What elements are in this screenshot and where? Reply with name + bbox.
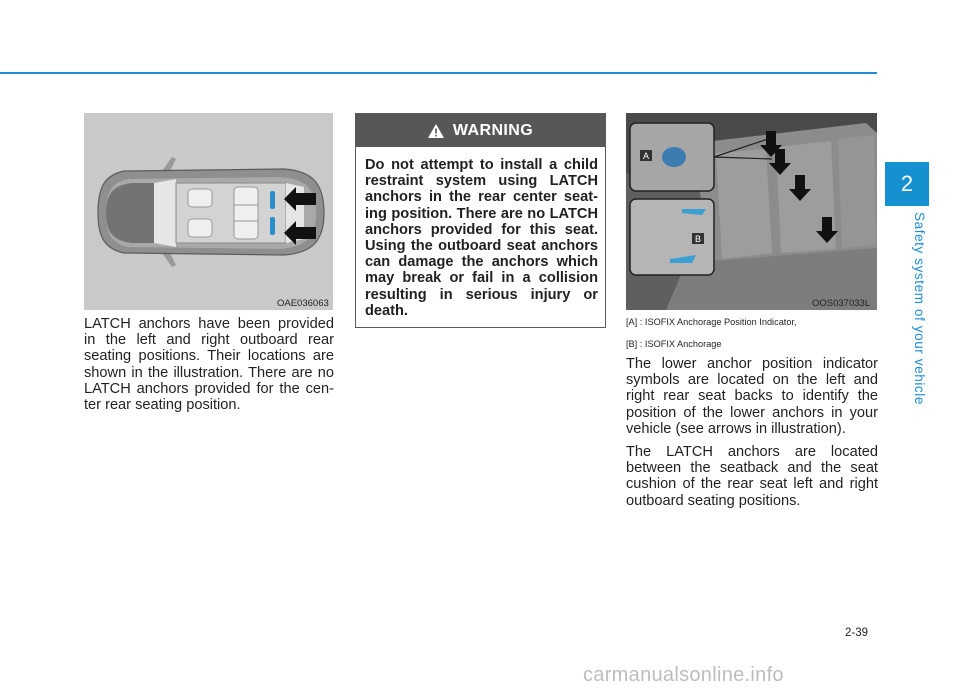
header-rule <box>0 72 877 74</box>
left-paragraph: LATCH anchors have been provided in the left and right outboard rear seating positions. Their locations are shown in the illustration. There are no LATCH anchors provided for the cen-ter rear seating position. <box>84 316 334 414</box>
right-paragraph-1: The lower anchor position indicator symbols are located on the left and right rear seat backs to identify the position of the lower anchors in your vehicle (see arrows in illustration). <box>626 356 878 437</box>
right-paragraph-2: The LATCH anchors are located between the seatback and the seat cushion of the rear seat left and right outboard seating positions. <box>626 444 878 509</box>
footer-watermark: carmanualsonline.info <box>583 664 784 686</box>
car-top-view-figure <box>84 113 333 310</box>
figure-code-right: OOS037033L <box>812 298 871 309</box>
car-top-view-illustration <box>84 113 333 310</box>
caption-b: [B] : ISOFIX Anchorage <box>626 339 722 349</box>
warning-triangle-icon <box>428 124 444 138</box>
rear-seat-illustration <box>626 113 877 310</box>
section-number-tab: 2 <box>885 162 929 206</box>
warning-heading: WARNING <box>452 121 534 139</box>
rear-seat-figure <box>626 113 877 310</box>
warning-box <box>355 113 606 328</box>
inset-label-a: A <box>642 151 650 161</box>
figure-code-left: OAE036063 <box>277 298 329 309</box>
section-title: Safety system of your vehicle <box>912 212 927 405</box>
inset-label-b: B <box>694 234 702 244</box>
warning-header <box>356 114 605 147</box>
caption-a: [A] : ISOFIX Anchorage Position Indicator, <box>626 317 797 327</box>
warning-text: Do not attempt to install a child restraint system using LATCH anchors in the rear center seat-ing position. There are no LATCH anchors provided for this seat. Using the outboard seat anchors can damage the anchors which may break or fail in a collision resulting in serious injury or death. <box>365 157 598 319</box>
page-number: 2-39 <box>845 627 869 639</box>
